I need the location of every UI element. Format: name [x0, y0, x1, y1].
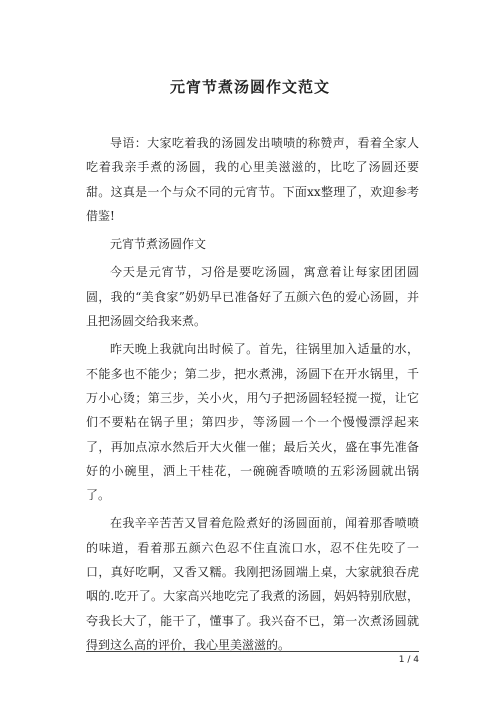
- page-number: 1 / 4: [398, 655, 419, 665]
- section-heading: 元宵节煮汤圆作文: [110, 237, 207, 252]
- document-title: 元宵节煮汤圆作文范文: [169, 78, 330, 96]
- footer-divider: [86, 651, 419, 652]
- document-body: [86, 131, 419, 661]
- intro-paragraph: 导语：大家吃着我的汤圆发出啧啧的称赞声，看着全家人吃着我亲手煮的汤圆，我的心里美滋滋的，比吃了汤圆还要甜。这真是一个与众不同的元宵节。下面xx整理了，欢迎参考借鉴!: [86, 136, 419, 223]
- body-paragraph: 在我辛辛苦苦又冒着危险煮好的汤圆面前，闻着那香喷喷的味道，看着那五颜六色忍不住直流口水，忍不住先咬了一口，真好吃啊，又香又糯。我刚把汤圆端上桌，大家就狼吞虎咽的.吃开了。大家高兴地吃完了我煮的汤圆，妈妈特别欣慰，夸我长大了，能干了，懂事了。我兴奋不已，第一次煮汤圆就得到这么高的评价，我心里美滋滋的。: [86, 516, 419, 652]
- body-paragraph: 今天是元宵节，习俗是要吃汤圆，寓意着让每家团团圆圆，我的“美食家”奶奶早已准备好了五颜六色的爱心汤圆，并且把汤圆交给我来煮。: [86, 265, 419, 329]
- body-paragraph: 昨天晚上我就向出时候了。首先，往锅里加入适量的水，不能多也不能少；第二步，把水煮沸，汤圆下在开水锅里，千万小心烫；第三步，关小火，用勺子把汤圆轻轻搅一搅，让它们不要粘在锅子里；第四步，等汤圆一个一个慢慢漂浮起来了，再加点凉水然后开大火催一催；最后关火，盛在事先准备好的小碗里，洒上干桂花，一碗碗香喷喷的五彩汤圆就出锅了。: [86, 342, 419, 503]
